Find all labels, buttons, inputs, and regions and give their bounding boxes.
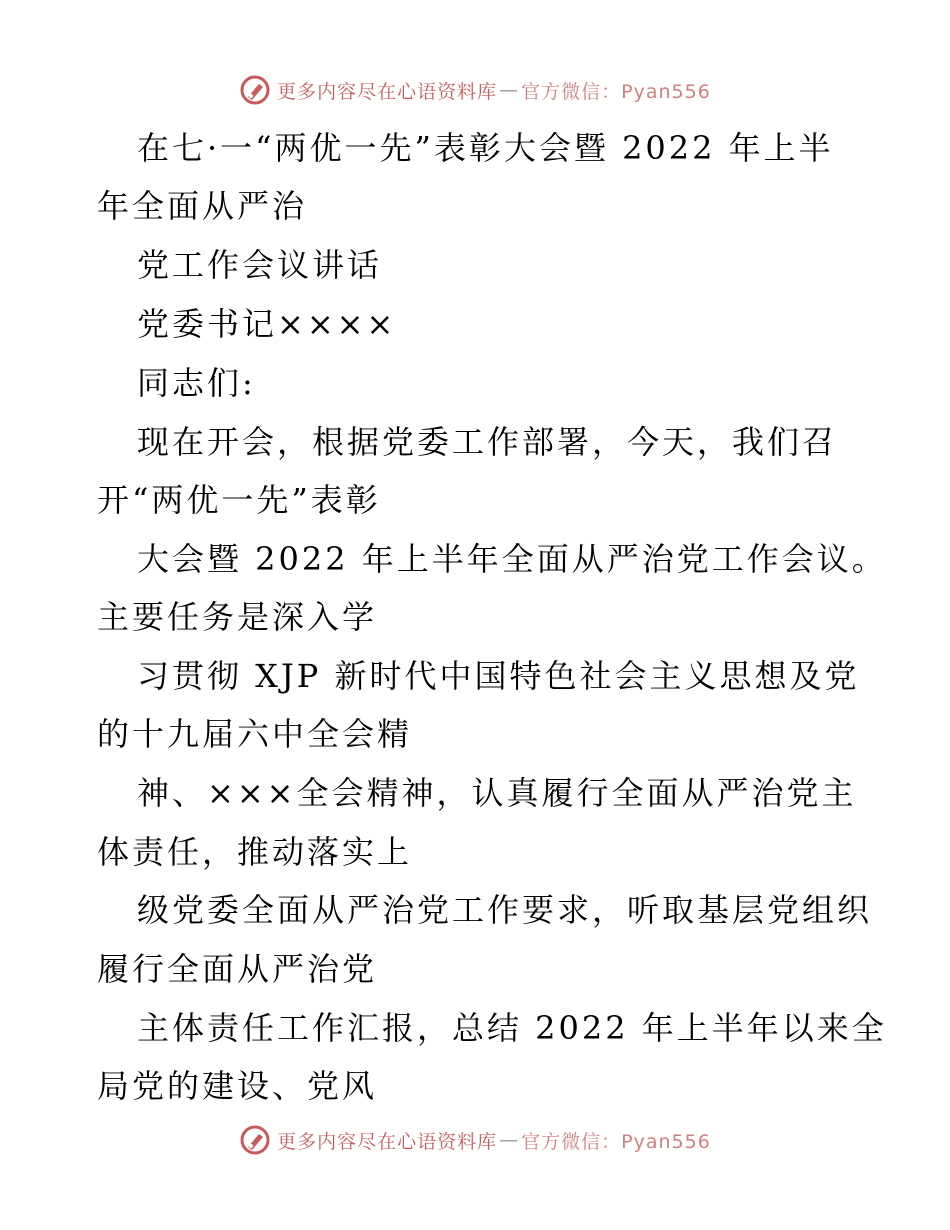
line-8: 大会暨 2022 年上半年全面从严治党工作会议。 [137, 540, 887, 578]
line-16: 主体责任工作汇报，总结 2022 年上半年以来全 [137, 1009, 887, 1047]
banner-wechat: 官方微信：Pyan556 [521, 1130, 711, 1153]
line-10: 习贯彻 XJP 新时代中国特色社会主义思想及党 [137, 657, 860, 695]
banner-separator: — [499, 1129, 520, 1151]
line-17: 局党的建设、党风 [97, 1067, 378, 1105]
banner-text: 更多内容尽在心语资料库 [277, 80, 498, 103]
pen-nib-logo-icon [239, 74, 271, 106]
pen-nib-logo-icon [239, 1124, 271, 1156]
line-3: 党工作会议讲话 [137, 246, 383, 284]
banner-wechat: 官方微信：Pyan556 [521, 80, 711, 103]
line-5: 同志们: [137, 364, 256, 402]
line-7: 开“两优一先”表彰 [97, 481, 381, 519]
line-4: 党委书记×××× [137, 305, 397, 343]
footer-watermark-banner [0, 1120, 950, 1160]
line-6: 现在开会，根据党委工作部署，今天，我们召 [137, 423, 838, 461]
header-watermark-banner [0, 70, 950, 110]
line-13: 体责任，推动落实上 [97, 833, 413, 871]
banner-separator: — [499, 79, 520, 101]
line-2: 年全面从严治 [97, 187, 308, 225]
line-1: 在七·一“两优一先”表彰大会暨 2022 年上半 [137, 129, 834, 167]
banner-text: 更多内容尽在心语资料库 [277, 1130, 498, 1153]
line-11: 的十九届六中全会精 [97, 715, 413, 753]
line-15: 履行全面从严治党 [97, 950, 378, 988]
line-14: 级党委全面从严治党工作要求，听取基层党组织 [137, 891, 873, 929]
line-9: 主要任务是深入学 [97, 598, 378, 636]
line-12: 神、×××全会精神，认真履行全面从严治党主 [137, 774, 857, 812]
